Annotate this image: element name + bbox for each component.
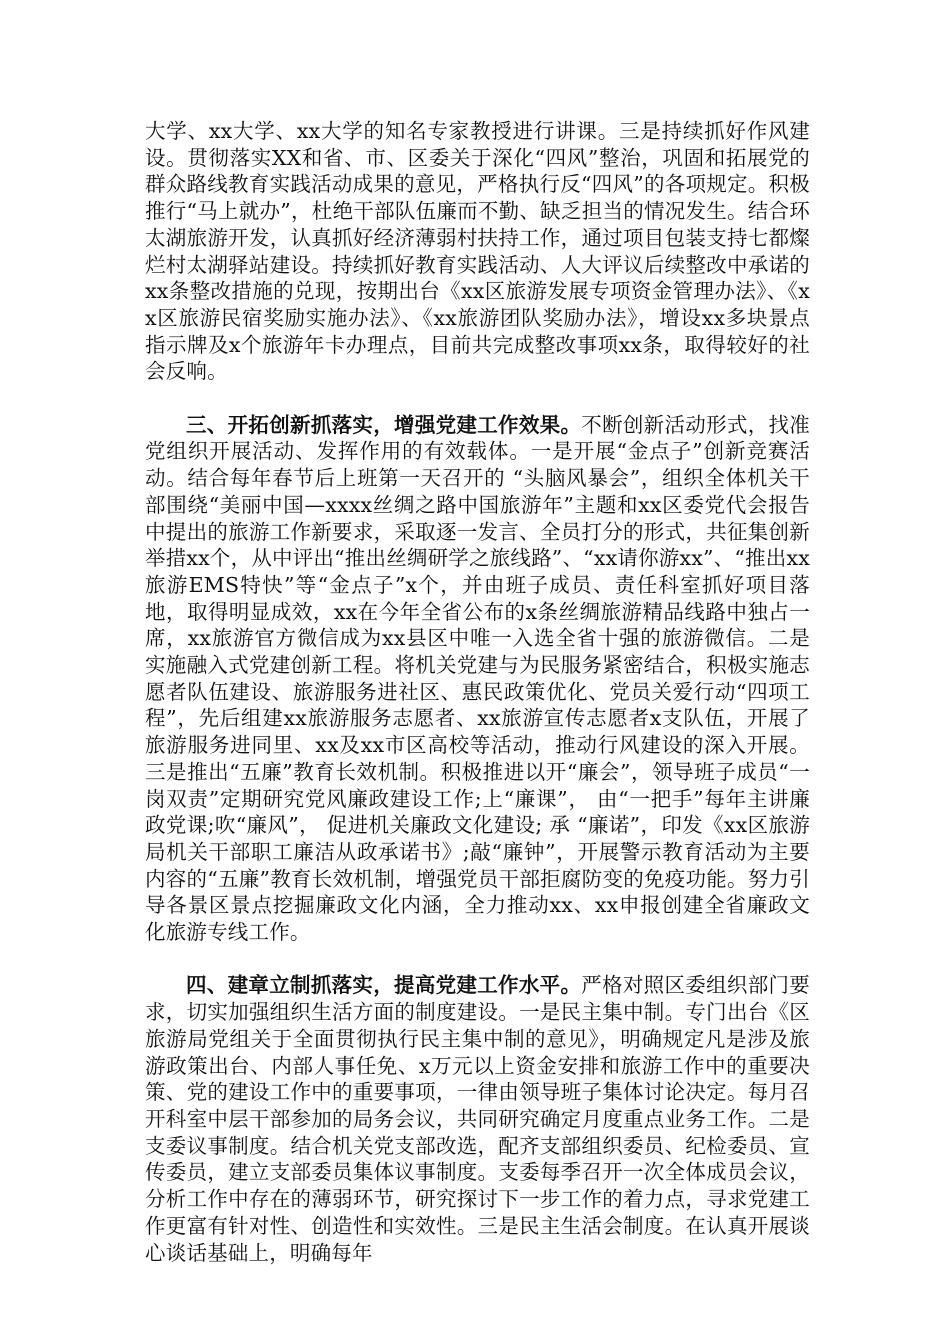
- document-body: [145, 118, 810, 1266]
- paragraph-text: 大学、xx大学、xx大学的知名专家教授进行讲课。三是持续抓好作风建设。贯彻落实XX和省、市、区委关于深化“四风”整治，巩固和拓展党的群众路线教育实践活动成果的意见，严格执行反“四风”的各项规定。积极推行“马上就办”，杜绝干部队伍廉而不勤、缺乏担当的情况发生。结合环太湖旅游开发，认真抓好经济薄弱村扶持工作，通过项目包装支持七都燦烂村太湖驿站建设。持续抓好教育实践活动、人大评议后续整改中承诺的xx条整改措施的兑现，按期出台《xx区旅游发展专项资金管理办法》、《xx区旅游民宿奖励实施办法》、《xx旅游团队奖励办法》，增设xx多块景点指示牌及x个旅游年卡办理点，目前共完成整改事项xx条，取得较好的社会反响。: [145, 119, 810, 384]
- paragraph-text: 严格对照区委组织部门要求，切实加强组织生活方面的制度建设。一是民主集中制。专门出台《区旅游局党组关于全面贯彻执行民主集中制的意见》，明确规定凡是涉及旅游政策出台、内部人事任免、x万元以上资金安排和旅游工作中的重要决策、党的建设工作中的重要事项，一律由领导班子集体讨论决定。每月召开科室中层干部参加的局务会议，共同研究确定月度重点业务工作。二是支委议事制度。结合机关党支部改选，配齐支部组织委员、纪检委员、宣传委员，建立支部委员集体议事制度。支委每季召开一次全体成员会议，分析工作中存在的薄弱环节，研究探讨下一步工作的着力点，寻求党建工作更富有针对性、创造性和实效性。三是民主生活会制度。在认真开展谈心谈话基础上，明确每年: [145, 973, 810, 1265]
- paragraph-continued: [145, 118, 810, 385]
- paragraph-section-three: [145, 412, 810, 946]
- section-heading: 四、建章立制抓落实，提高党建工作水平。: [186, 973, 582, 998]
- paragraph-section-four: [145, 972, 810, 1266]
- section-heading: 三、开拓创新抓落实，增强党建工作效果。: [186, 412, 582, 437]
- paragraph-text: 不断创新活动形式，找准党组织开展活动、发挥作用的有效载体。一是开展“金点子”创新竞赛活动。结合每年春节后上班第一天召开的 “头脑风暴会”，组织全体机关干部围绕“美丽中国—xxxx丝绸之路中国旅游年”主题和xx区委党代会报告中提出的旅游工作新要求，采取逐一发言、全员打分的形式，共征集创新举措xx个，从中评出“推出丝绸研学之旅线路”、“xx请你游xx”、“推出xx旅游EMS特快”等“金点子”x个，并由班子成员、责任科室抓好项目落地，取得明显成效，xx在今年全省公布的x条丝绸旅游精品线路中独占一席，xx旅游官方微信成为xx县区中唯一入选全省十强的旅游微信。二是实施融入式党建创新工程。将机关党建与为民服务紧密结合，积极实施志愿者队伍建设、旅游服务进社区、惠民政策优化、党员关爱行动“四项工程”，先后组建xx旅游服务志愿者、xx旅游宣传志愿者x支队伍，开展了旅游服务进同里、xx及xx市区高校等活动，推动行风建设的深入开展。三是推出“五廉”教育长效机制。积极推进以开“廉会”，领导班子成员“一岗双责”定期研究党风廉政建设工作;上“廉课”， 由“一把手”每年主讲廉政党课;吹“廉风”， 促进机关廉政文化建设; 承 “廉诺”，印发《xx区旅游局机关干部职工廉洁从政承诺书》;敲“廉钟”，开展警示教育活动为主要内容的“五廉”教育长效机制，增强党员干部拒腐防变的免疫功能。努力引导各景区景点挖掘廉政文化内涵，全力推动xx、xx申报创建全省廉政文化旅游专线工作。: [145, 412, 810, 945]
